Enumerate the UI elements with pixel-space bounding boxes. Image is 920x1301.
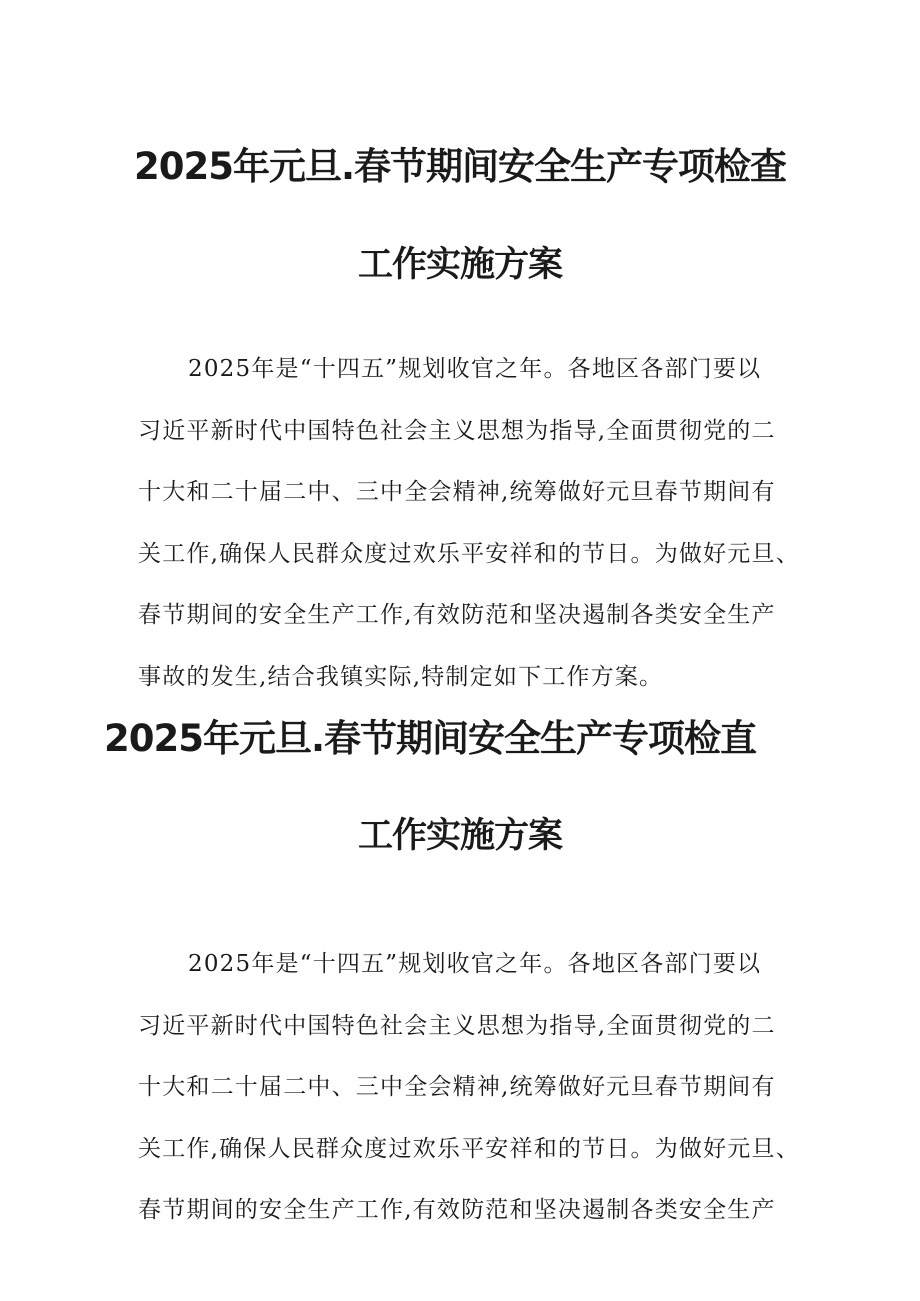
document-subtitle: 工作实施方案 <box>357 245 562 285</box>
paragraph-line: 事故的发生,结合我镇实际,特制定如下工作方案。 <box>138 663 664 690</box>
paragraph-line: 关工作,确保人民群众度过欢乐平安祥和的节日。为做好元旦、 <box>138 540 800 567</box>
paragraph-line: 关工作,确保人民群众度过欢乐平安祥和的节日。为做好元旦、 <box>138 1135 800 1162</box>
document-title-repeat: 2025年元旦.春节期间安全生产专项检直 <box>103 717 757 760</box>
document-subtitle-repeat: 工作实施方案 <box>357 816 562 856</box>
paragraph-line: 习近平新时代中国特色社会主义思想为指导,全面贯彻党的二 <box>138 417 776 444</box>
paragraph-line: 十大和二十届二中、三中全会精神,统筹做好元旦春节期间有 <box>138 479 776 505</box>
document-title: 2025年元旦.春节期间安全生产专项检查 <box>133 145 787 188</box>
body-paragraph <box>138 339 798 708</box>
paragraph-line: 春节期间的安全生产工作,有效防范和坚决遏制各类安全生产 <box>138 602 776 628</box>
paragraph-line: 春节期间的安全生产工作,有效防范和坚决遏制各类安全生产 <box>138 1197 776 1223</box>
paragraph-line: 2025年是“十四五”规划收官之年。各地区各部门要以 <box>188 951 762 977</box>
body-paragraph-repeat <box>138 934 798 1242</box>
paragraph-line: 习近平新时代中国特色社会主义思想为指导,全面贯彻党的二 <box>138 1012 776 1039</box>
paragraph-line: 2025年是“十四五”规划收官之年。各地区各部门要以 <box>188 356 762 382</box>
paragraph-line: 十大和二十届二中、三中全会精神,统筹做好元旦春节期间有 <box>138 1074 776 1100</box>
